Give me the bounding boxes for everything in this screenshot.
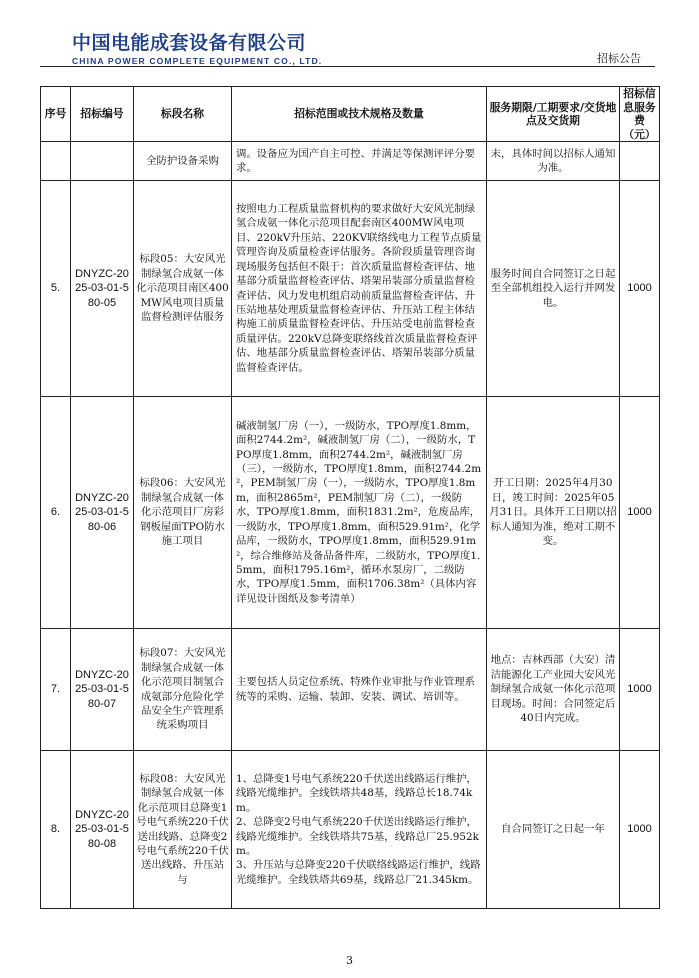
cell-scope: 调。设备应为国产自主可控、并满足等保测评评分要求。 xyxy=(232,142,487,181)
table-row xyxy=(41,629,660,751)
page-number: 3 xyxy=(346,954,353,967)
cell-code: DNYZC-2025-03-01-580-05 xyxy=(71,181,134,397)
cell-no: 5. xyxy=(41,181,71,397)
cell-fee: 1000 xyxy=(620,629,660,751)
cell-code: DNYZC-2025-03-01-580-07 xyxy=(71,629,134,751)
cell-code: DNYZC-2025-03-01-580-08 xyxy=(71,751,134,909)
cell-scope: 主要包括人员定位系统、特殊作业审批与作业管理系统等的采购、运输、装卸、安装、调试、培训等。 xyxy=(232,629,487,751)
cell-code: DNYZC-2025-03-01-580-06 xyxy=(71,397,134,629)
cell-name: 全防护设备采购 xyxy=(134,142,232,181)
cell-fee: 1000 xyxy=(620,397,660,629)
cell-period: 自合同签订之日起一年 xyxy=(487,751,620,909)
table-header-row xyxy=(41,87,660,142)
cell-fee: 1000 xyxy=(620,751,660,909)
table-row xyxy=(41,181,660,397)
cell-code xyxy=(71,142,134,181)
cell-no: 6. xyxy=(41,397,71,629)
cell-period: 服务时间自合同签订之日起至全部机组投入运行并网发电。 xyxy=(487,181,620,397)
cell-no: 8. xyxy=(41,751,71,909)
bid-table xyxy=(40,86,660,909)
cell-period: 末，具体时间以招标人通知为准。 xyxy=(487,142,620,181)
cell-scope: 1、总降变1号电气系统220千伏送出线路运行维护，线路光缆维护。全线铁塔共48基，线路总长18.74km。 2、总降变2号电气系统220千伏送出线路运行维护，线路光缆维护。全线铁塔共75基，线路总厂25.952km。 3、升压站与总降变220千伏联络线路运行维护，线路光缆维护。全线铁塔共69基，线路总厂21.345km。 xyxy=(232,751,487,909)
company-name-en: CHINA POWER COMPLETE EQUIPMENT CO., LTD. xyxy=(72,56,323,66)
cell-scope: 按照电力工程质量监督机构的要求做好大安风光制绿氢合成氨一体化示范项目配套南区400MW风电项目、220kV升压站、220KV联络线电力工程节点质量管理咨询及质量检查评估服务。各阶段质量管理咨询现场服务包括但不限于：首次质量监督检查评估、地基部分质量监督检查评估、塔架吊装部分质量监督检查评估、风力发电机组启动前质量监督检查评估、升压站地基处理质量监督检查评估、升压站工程主体结构施工前质量监督检查评估、升压站受电前监督检查质量评估。220kV总降变联络线首次质量监督检查评估、地基部分质量监督检查评估、塔架吊装部分质量监督检查评估。 xyxy=(232,181,487,397)
col-header-name: 标段名称 xyxy=(134,87,232,142)
col-header-scope: 招标范围或技术规格及数量 xyxy=(232,87,487,142)
table-row xyxy=(41,751,660,909)
cell-fee xyxy=(620,142,660,181)
company-name-cn: 中国电能成套设备有限公司 xyxy=(72,32,307,54)
cell-name: 标段07：大安风光制绿氢合成氨一体化示范项目制氢合成氨部分危险化学品安全生产管理系统采购项目 xyxy=(134,629,232,751)
cell-period: 开工日期：2025年4月30日，竣工时间：2025年05月31日。具体开工日期以招标人通知为准，绝对工期不变。 xyxy=(487,397,620,629)
table-row xyxy=(41,142,660,181)
cell-name: 标段06：大安风光制绿氢合成氨一体化示范项目厂房彩钢板屋面TPO防水施工项目 xyxy=(134,397,232,629)
col-header-code: 招标编号 xyxy=(71,87,134,142)
table-row xyxy=(41,397,660,629)
col-header-period: 服务期限/工期要求/交货地点及交货期 xyxy=(487,87,620,142)
header-divider xyxy=(40,66,655,67)
cell-period: 地点：吉林西部（大安）清洁能源化工产业园大安风光制绿氢合成氨一体化示范项目现场。时间：合同签定后40日内完成。 xyxy=(487,629,620,751)
cell-no: 7. xyxy=(41,629,71,751)
cell-name: 标段08：大安风光制绿氢合成氨一体化示范项目总降变1号电气系统220千伏送出线路、总降变2号电气系统220千伏送出线路、升压站与 xyxy=(134,751,232,909)
cell-scope: 碱液制氢厂房（一），一级防水，TPO厚度1.8mm，面积2744.2m²，碱液制氢厂房（二），一级防水，TPO厚度1.8mm，面积2744.2m²，碱液制氢厂房（三），一级防水，TPO厚度1.8mm，面积2744.2m²，PEM制氢厂房（一），一级防水，TPO厚度1.8mm，面积2865m²，PEM制氢厂房（二），一级防水，TPO厚度1.8mm，面积1831.2m²，危废品库，一级防水，TPO厚度1.8mm，面积529.91m²，化学品库，一级防水，TPO厚度1.8mm，面积529.91m²，综合维修站及备品备件库，二级防水，TPO厚度1.5mm，面积1795.16m²，循环水泵房厂，二级防水，TPO厚度1.5mm，面积1706.38m²（具体内容详见设计图纸及参考清单） xyxy=(232,397,487,629)
col-header-fee: 招标信息服务费（元） xyxy=(620,87,660,142)
col-header-no: 序号 xyxy=(41,87,71,142)
cell-name: 标段05：大安风光制绿氢合成氨一体化示范项目南区400MW风电项目质量监督检测评估服务 xyxy=(134,181,232,397)
company-logo xyxy=(72,32,322,67)
cell-fee: 1000 xyxy=(620,181,660,397)
doc-type-label: 招标公告 xyxy=(597,52,641,65)
cell-no xyxy=(41,142,71,181)
